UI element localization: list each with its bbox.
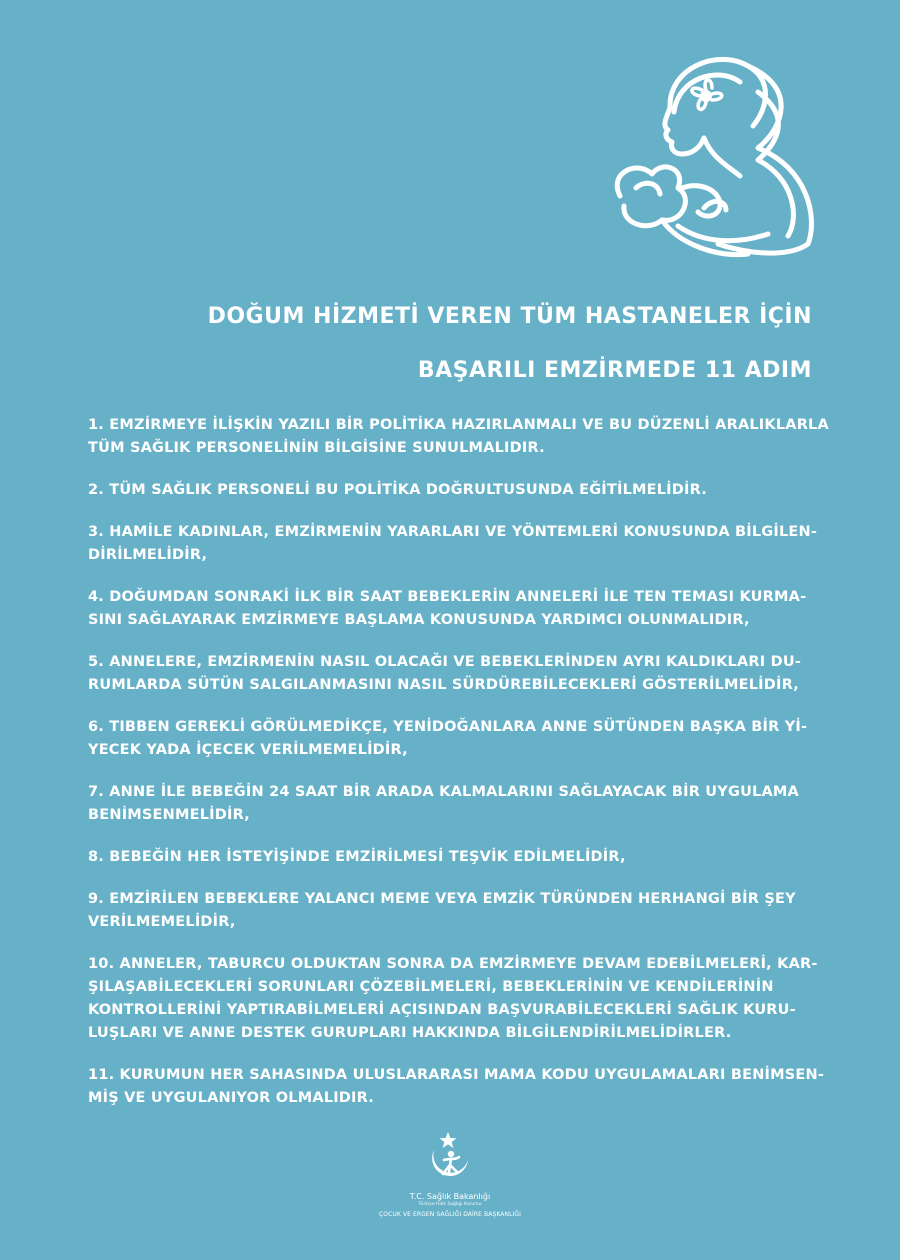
step-1-line-2: TÜM SAĞLIK PERSONELİNİN BİLGİSİNE SUNULMALIDIR. <box>88 440 545 456</box>
step-3-line-2: DİRİLMELİDİR, <box>88 547 208 563</box>
step-8-line-1: 8. BEBEĞİN HER İSTEYİŞİNDE EMZİRİLMESİ TEŞVİK EDİLMELİDİR, <box>88 849 626 865</box>
step-11 <box>88 1064 825 1110</box>
step-3-line-1: 3. HAMİLE KADINLAR, EMZİRMENİN YARARLARI VE YÖNTEMLERİ KONUSUNDA BİLGİLEN- <box>88 524 818 540</box>
step-5 <box>88 651 818 697</box>
step-2-line-1: 2. TÜM SAĞLIK PERSONELİ BU POLİTİKA DOĞRULTUSUNDA EĞİTİLMELİDİR. <box>88 482 707 498</box>
step-7-line-1: 7. ANNE İLE BEBEĞİN 24 SAAT BİR ARADA KALMALARINI SAĞLAYACAK BİR UYGULAMA <box>88 784 799 800</box>
step-7-line-2: BENİMSENMELİDİR, <box>88 807 250 823</box>
step-10-line-3: KONTROLLERİNİ YAPTIRABİLMELERİ AÇISINDAN BAŞVURABİLECEKLERİ SAĞLIK KURU- <box>88 1002 796 1018</box>
step-10-line-1: 10. ANNELER, TABURCU OLDUKTAN SONRA DA EMZİRMEYE DEVAM EDEBİLMELERİ, KAR- <box>88 956 818 972</box>
ministry-name: T.C. Sağlık Bakanlığı <box>409 1192 491 1201</box>
step-11-line-2: MİŞ VE UYGULANIYOR OLMALIDIR. <box>88 1090 374 1106</box>
step-9 <box>88 888 818 934</box>
step-1-line-1: 1. EMZİRMEYE İLİŞKİN YAZILI BİR POLİTİKA HAZIRLANMALI VE BU DÜZENLİ ARALIKLARLA <box>88 417 829 433</box>
step-6-line-2: YECEK YADA İÇECEK VERİLMEMELİDİR, <box>88 742 408 758</box>
step-2 <box>88 479 818 502</box>
step-7 <box>88 781 818 827</box>
step-4-line-2: SINI SAĞLAYARAK EMZİRMEYE BAŞLAMA KONUSUNDA YARDIMCI OLUNMALIDIR, <box>88 612 750 628</box>
step-6 <box>88 716 818 762</box>
step-11-line-1: 11. KURUMUN HER SAHASINDA ULUSLARARASI MAMA KODU UYGULAMALARI BENİMSEN- <box>88 1067 825 1083</box>
step-8 <box>88 846 818 869</box>
page-title: DOĞUM HİZMETİ VEREN TÜM HASTANELER İÇİN <box>207 304 812 329</box>
step-1 <box>88 414 829 460</box>
steps-list <box>88 414 829 1129</box>
step-9-line-1: 9. EMZİRİLEN BEBEKLERE YALANCI MEME VEYA EMZİK TÜRÜNDEN HERHANGİ BİR ŞEY <box>88 891 796 907</box>
step-10 <box>88 953 818 1045</box>
step-4-line-1: 4. DOĞUMDAN SONRAKİ İLK BİR SAAT BEBEKLERİN ANNELERİ İLE TEN TEMASI KURMA- <box>88 589 807 605</box>
step-9-line-2: VERİLMEMELİDİR, <box>88 914 236 930</box>
step-10-line-2: ŞILAŞABİLECEKLERİ SORUNLARI ÇÖZEBİLMELERİ, BEBEKLERİNİN VE KENDİLERİNİN <box>88 979 774 995</box>
step-4 <box>88 586 818 632</box>
step-10-line-4: LUŞLARI VE ANNE DESTEK GURUPLARI HAKKINDA BİLGİLENDİRİLMELİDİRLER. <box>88 1025 732 1041</box>
step-5-line-1: 5. ANNELERE, EMZİRMENİN NASIL OLACAĞI VE BEBEKLERİNDEN AYRI KALDIKLARI DU- <box>88 654 802 670</box>
breastfeeding-mother-icon <box>608 48 818 270</box>
ministry-emblem-icon <box>424 1130 476 1190</box>
step-5-line-2: RUMLARDA SÜTÜN SALGILANMASINI NASIL SÜRDÜREBİLECEKLERİ GÖSTERİLMELİDİR, <box>88 677 799 693</box>
ministry-sub: Türkiye Halk Sağlığı Kurumu <box>418 1202 482 1207</box>
page-subtitle: BAŞARILI EMZİRMEDE 11 ADIM <box>417 358 812 383</box>
step-3 <box>88 521 818 567</box>
ministry-logo <box>360 1130 540 1219</box>
step-6-line-1: 6. TIBBEN GEREKLİ GÖRÜLMEDİKÇE, YENİDOĞANLARA ANNE SÜTÜNDEN BAŞKA BİR Yİ- <box>88 719 808 735</box>
ministry-department: ÇOCUK VE ERGEN SAĞLIĞI DAİRE BAŞKANLIĞI <box>378 1211 522 1218</box>
